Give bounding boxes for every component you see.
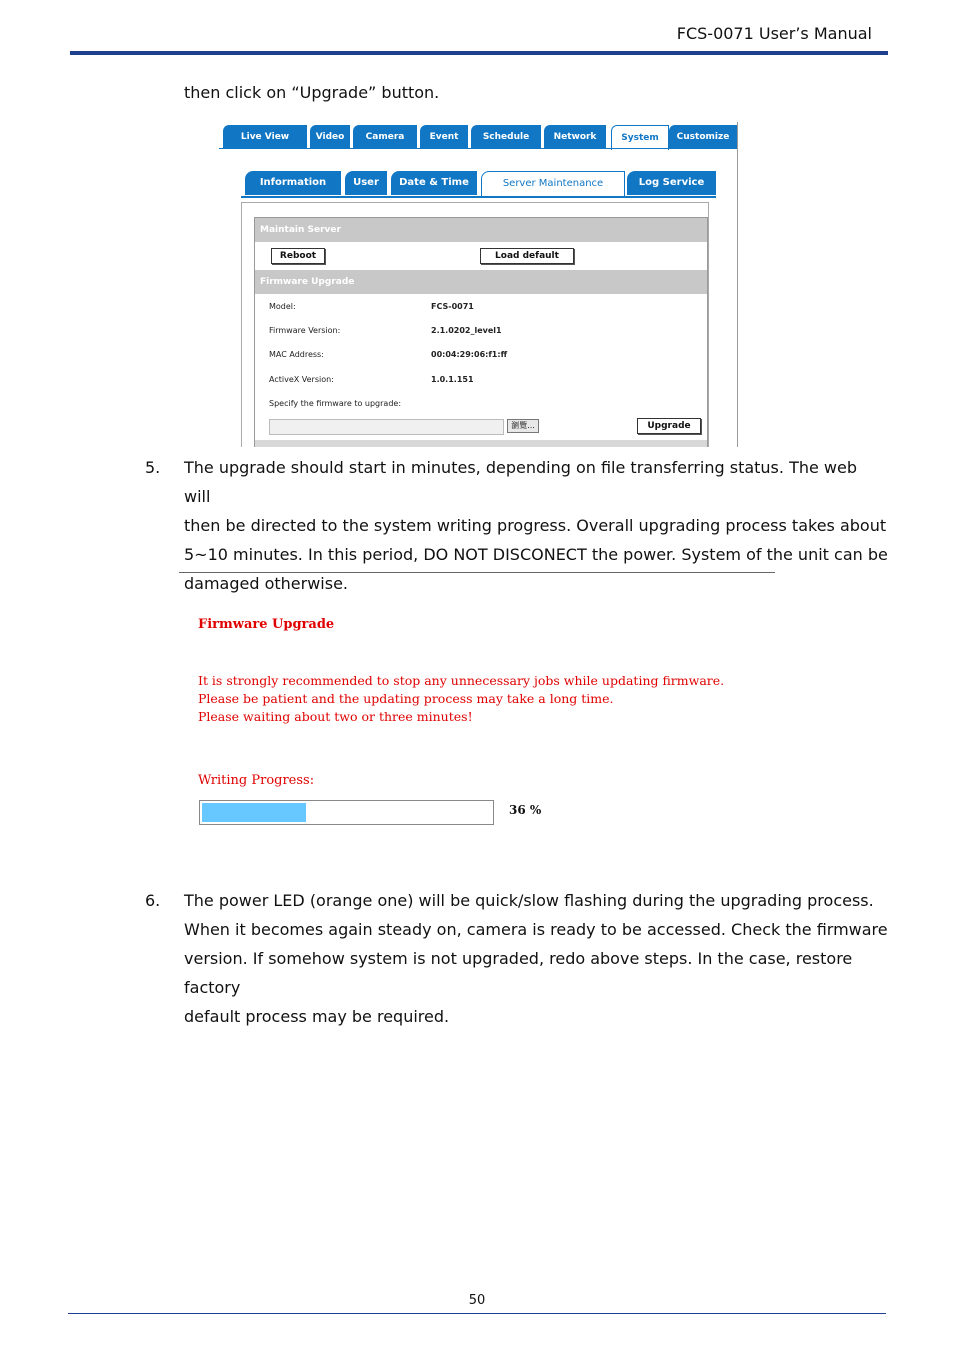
firmware-version-value: 2.1.0202_level1 [431, 326, 502, 335]
footer-divider [68, 1313, 886, 1314]
warning-line-3: Please waiting about two or three minutes! [198, 709, 473, 724]
warning-line-2: Please be patient and the updating process may take a long time. [198, 691, 614, 706]
writing-page-title: Firmware Upgrade [198, 617, 335, 632]
tab-schedule[interactable]: Schedule [471, 125, 541, 149]
screenshot-divider [179, 572, 775, 573]
reboot-button[interactable]: Reboot [271, 248, 325, 264]
panel-bottom-strip [255, 440, 707, 447]
mac-address-value: 00:04:29:06:f1:ff [431, 350, 508, 359]
writing-progress-percent: 36 % [509, 803, 542, 817]
load-default-button[interactable]: Load default [480, 248, 574, 264]
step-5-line-2: then be directed to the system writing progress. Overall upgrading process takes about [184, 516, 887, 535]
writing-progress-label: Writing Progress: [198, 773, 315, 788]
maintenance-panel [241, 202, 709, 447]
header-divider [70, 51, 888, 55]
step-6-line-3: version. If somehow system is not upgraded, redo above steps. In the case, restore factory [184, 949, 853, 997]
tab-live-view[interactable]: Live View [223, 125, 307, 149]
tab-network[interactable]: Network [544, 125, 606, 149]
mac-address-label: MAC Address: [269, 350, 324, 359]
intro-text: then click on “Upgrade” button. [184, 83, 440, 102]
step-5-line-4: damaged otherwise. [184, 574, 349, 593]
maintain-server-header: Maintain Server [255, 218, 707, 242]
tab-log-service[interactable]: Log Service [627, 171, 716, 195]
tab-video[interactable]: Video [310, 125, 350, 149]
step-6-line-4: default process may be required. [184, 1007, 450, 1026]
tab-customize[interactable]: Customize [669, 125, 737, 149]
firmware-upgrade-header: Firmware Upgrade [255, 270, 707, 294]
tab-server-maintenance[interactable]: Server Maintenance [481, 171, 625, 196]
firmware-file-input[interactable] [269, 419, 504, 435]
page-number: 50 [468, 1293, 486, 1308]
step-5-line-1: The upgrade should start in minutes, depending on file transferring status. The web will [184, 458, 857, 506]
model-label: Model: [269, 302, 296, 311]
step-5-number: 5. [145, 458, 161, 477]
step-6-text [184, 886, 888, 1031]
step-6-line-1: The power LED (orange one) will be quick/slow flashing during the upgrading process. [184, 891, 874, 910]
firmware-version-label: Firmware Version: [269, 326, 341, 335]
specify-firmware-label: Specify the firmware to upgrade: [269, 399, 402, 408]
tab-user[interactable]: User [345, 171, 387, 195]
warning-line-1: It is strongly recommended to stop any unnecessary jobs while updating firmware. [198, 673, 725, 688]
document-header-title: FCS-0071 User’s Manual [676, 24, 872, 43]
tab-system[interactable]: System [611, 125, 669, 150]
activex-version-value: 1.0.1.151 [431, 375, 474, 384]
step-6-number: 6. [145, 891, 161, 910]
top-tabs-baseline [219, 148, 737, 149]
maintenance-panel-inner [254, 217, 708, 447]
upgrade-button[interactable]: Upgrade [637, 418, 701, 434]
step-5-line-3: 5~10 minutes. In this period, DO NOT DISCONECT the power. System of the unit can be [184, 545, 888, 564]
tab-date-time[interactable]: Date & Time [391, 171, 477, 195]
sub-navigation-tabs [241, 171, 716, 197]
activex-version-label: ActiveX Version: [269, 375, 334, 384]
browse-button[interactable]: 瀏覽... [507, 419, 539, 433]
step-5-text [184, 453, 888, 598]
tab-event[interactable]: Event [420, 125, 468, 149]
writing-progress-fill [202, 803, 306, 822]
sub-tabs-baseline [241, 196, 716, 198]
writing-progress-bar [199, 800, 494, 825]
server-maintenance-screenshot [219, 122, 738, 447]
tab-information[interactable]: Information [245, 171, 341, 195]
model-value: FCS-0071 [431, 302, 474, 311]
step-6-line-2: When it becomes again steady on, camera is ready to be accessed. Check the firmware [184, 920, 888, 939]
tab-camera[interactable]: Camera [353, 125, 417, 149]
